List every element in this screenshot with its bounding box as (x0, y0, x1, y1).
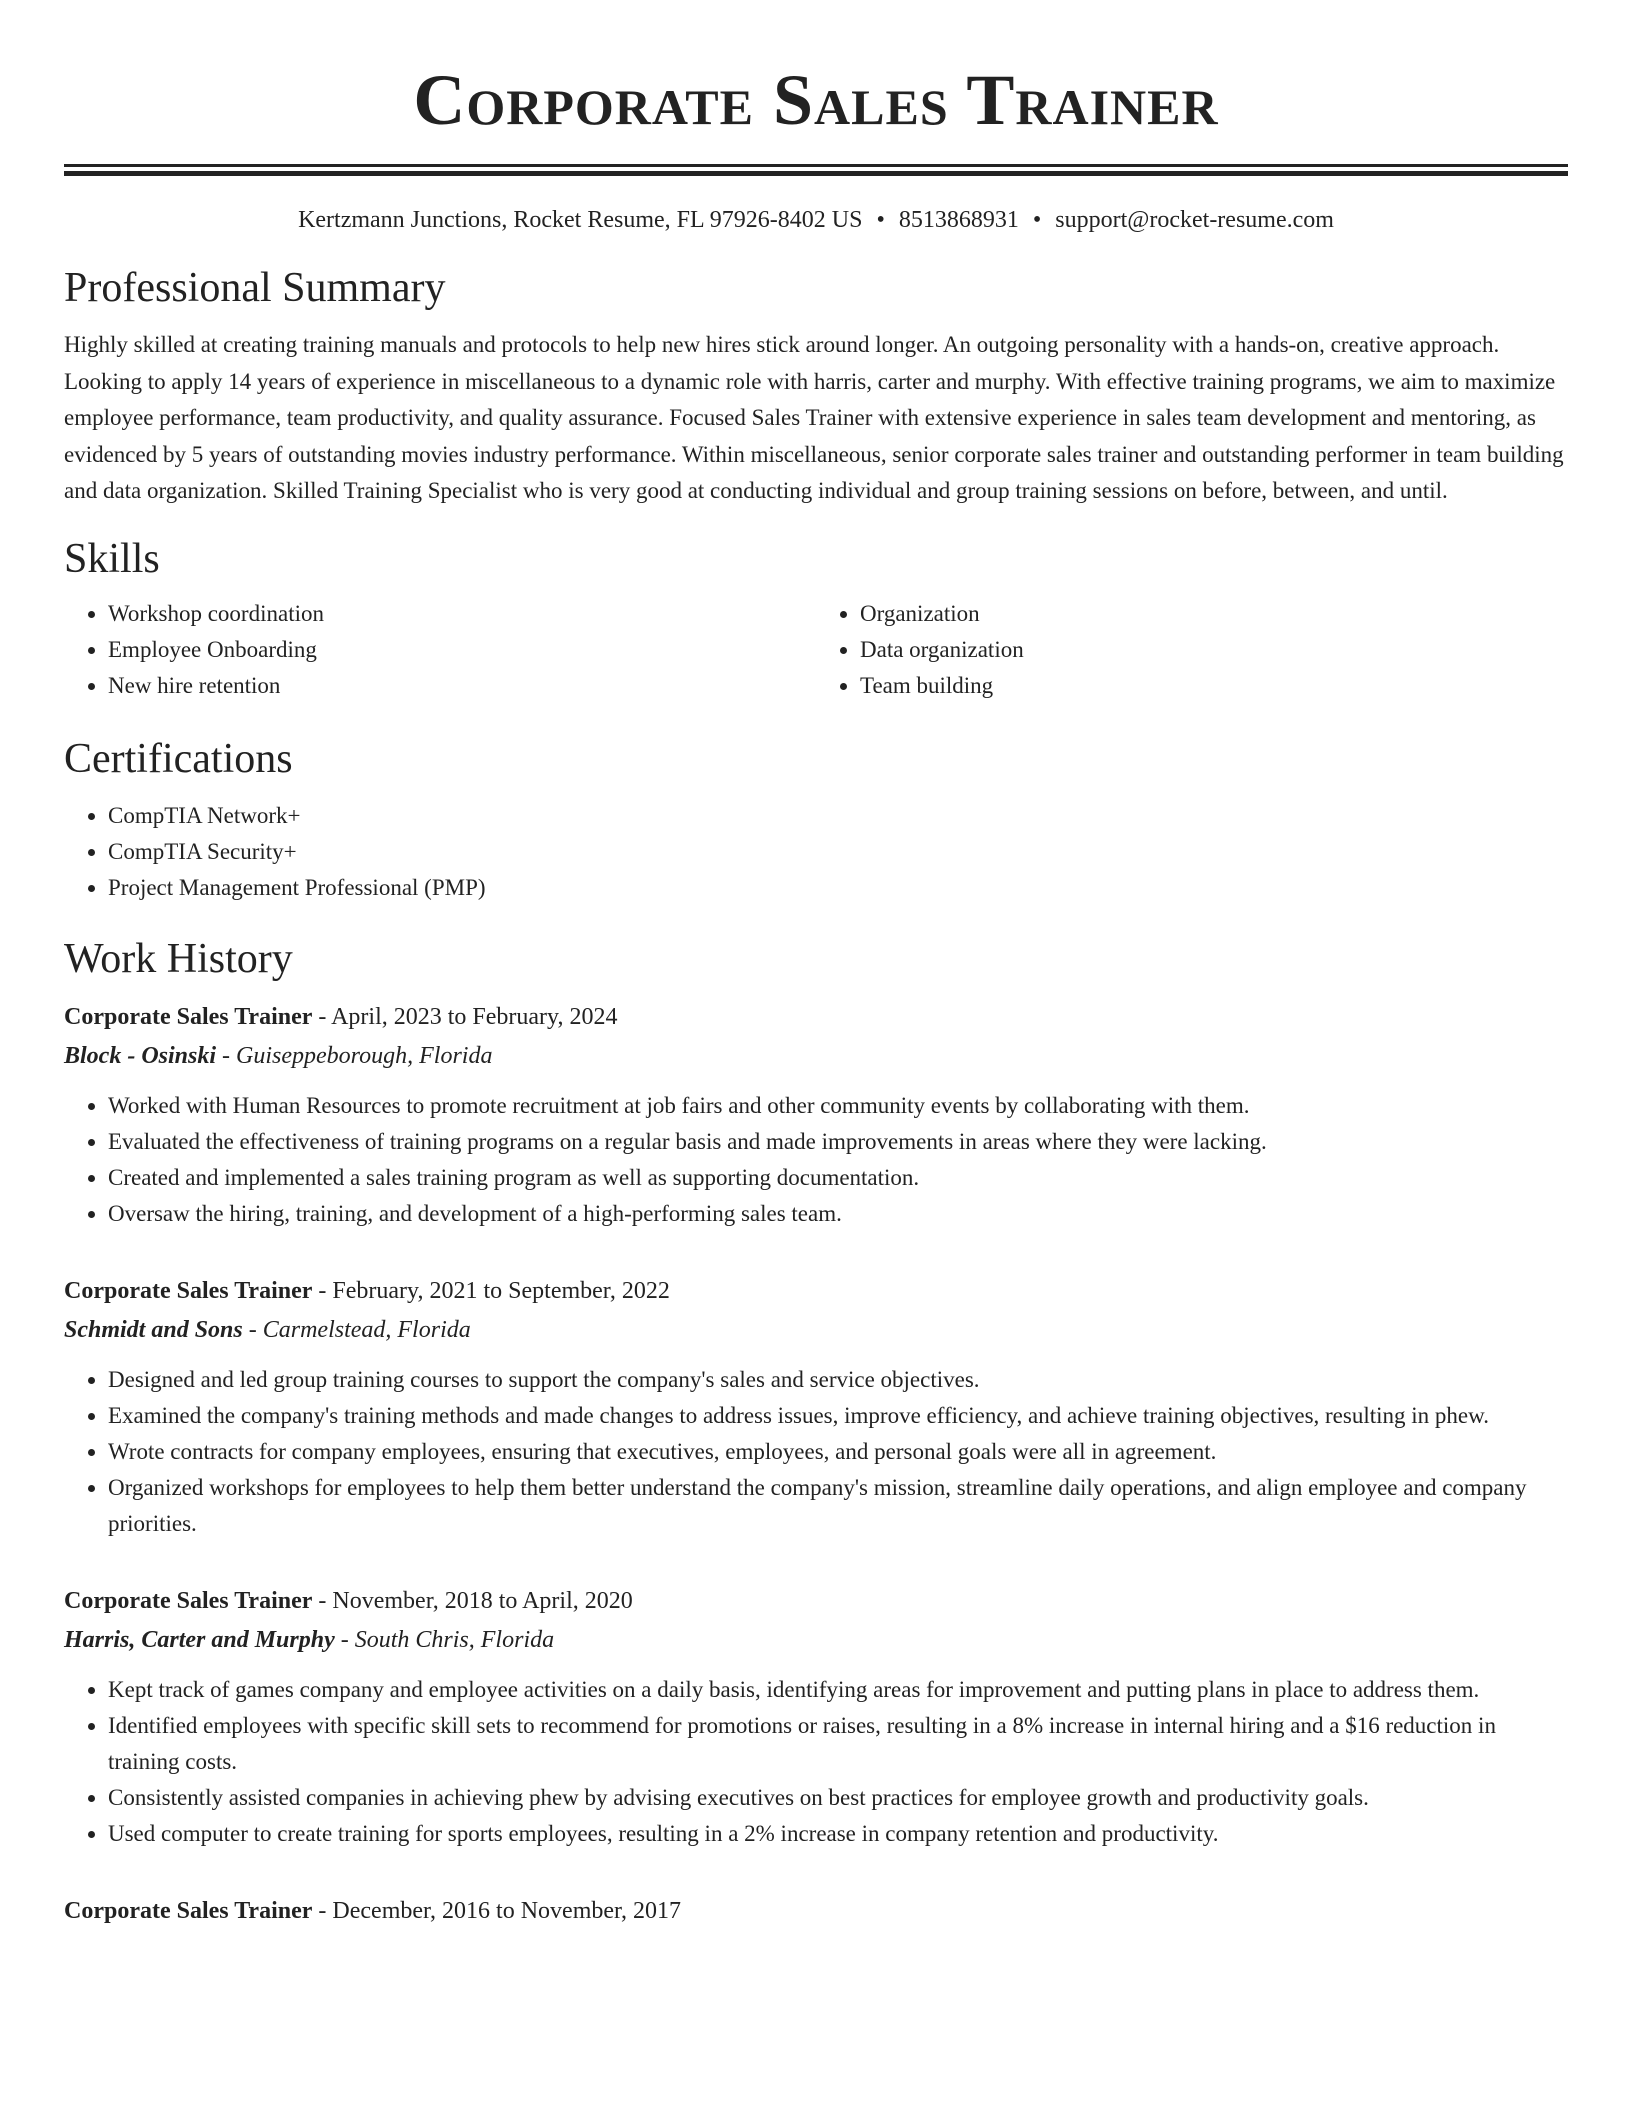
job-title-line: Corporate Sales Trainer - November, 2018 to April, 2020 (64, 1587, 633, 1614)
job-bullet: • Created and implemented a sales training program as well as supporting documentation. (108, 1160, 1568, 1196)
skill-item: • New hire retention (108, 668, 816, 704)
job-bullets (64, 1088, 1568, 1232)
contact-phone: 8513868931 (898, 207, 1019, 233)
skill-item: • Organization (860, 596, 1568, 632)
job-dates: April, 2023 to February, 2024 (331, 1003, 618, 1030)
certification-item: • Project Management Professional (PMP) (108, 870, 1568, 906)
job-bullet: • Oversaw the hiring, training, and development of a high-performing sales team. (108, 1196, 1568, 1232)
skill-item: • Workshop coordination (108, 596, 816, 632)
job-bullet: • Organized workshops for employees to help them better understand the company's mission, streamline daily operations, and align employee and company priorities. (108, 1470, 1568, 1542)
contact-line (64, 205, 1568, 235)
skills-columns (64, 596, 1568, 704)
job-bullet: • Examined the company's training methods and made changes to address issues, improve efficiency, and achieve training objectives, resulting in phew. (108, 1398, 1568, 1434)
job-dates: February, 2021 to September, 2022 (332, 1277, 670, 1304)
skill-item: • Data organization (860, 632, 1568, 668)
job-title-line: Corporate Sales Trainer - February, 2021 to September, 2022 (64, 1277, 670, 1304)
job-company-line: Harris, Carter and Murphy - South Chris, Florida (64, 1626, 555, 1653)
contact-email[interactable]: support@rocket-resume.com (1055, 207, 1334, 233)
title-divider (64, 164, 1568, 167)
job-company: Harris, Carter and Murphy (64, 1626, 335, 1653)
job-bullet: • Wrote contracts for company employees, ensuring that executives, employees, and personal goals were all in agreement. (108, 1434, 1568, 1470)
job-bullet: • Designed and led group training courses to support the company's sales and service objectives. (108, 1362, 1568, 1398)
job-location: Carmelstead, Florida (262, 1316, 471, 1343)
contact-separator: • (1032, 207, 1042, 233)
job-bullet: • Used computer to create training for sports employees, resulting in a 2% increase in company retention and productivity. (108, 1816, 1568, 1852)
contact-separator: • (876, 207, 885, 233)
work-history-heading: Work History (64, 935, 293, 982)
job-company: Block - Osinski (64, 1042, 217, 1069)
job-bullet: • Worked with Human Resources to promote recruitment at job fairs and other community events by collaborating with them. (108, 1088, 1568, 1124)
job-entry (64, 1582, 1568, 1852)
skills-list-right (816, 596, 1568, 704)
job-company-line: Schmidt and Sons - Carmelstead, Florida (64, 1316, 471, 1343)
job-bullet: • Evaluated the effectiveness of training programs on a regular basis and made improvements in areas where they were lacking. (108, 1124, 1568, 1160)
summary-heading: Professional Summary (64, 265, 446, 311)
skills-heading: Skills (64, 535, 160, 582)
job-dates: November, 2018 to April, 2020 (332, 1587, 633, 1614)
job-bullet: • Kept track of games company and employee activities on a daily basis, identifying areas for improvement and putting plans in place to address them. (108, 1672, 1568, 1708)
job-title-line: Corporate Sales Trainer - December, 2016 to November, 2017 (64, 1897, 682, 1924)
contact-address: Kertzmann Junctions, Rocket Resume, FL 97926-8402 US (298, 207, 863, 233)
job-entry (64, 1272, 1568, 1542)
certifications-heading: Certifications (64, 735, 293, 782)
job-entry (64, 998, 1568, 1232)
job-title: Corporate Sales Trainer (64, 1003, 313, 1030)
summary-text: Highly skilled at creating training manuals and protocols to help new hires stick around longer. An outgoing personality with a hands-on, creative approach. Looking to apply 14 years of experience in miscellaneous to a dynamic role with harris, carter and murphy. With effective training programs, we aim to maximize employee performance, team productivity, and quality assurance. Focused Sales Trainer with extensive experience in sales team development and mentoring, as evidenced by 5 years of outstanding movies industry performance. Within miscellaneous, senior corporate sales trainer and outstanding performer in team building and data organization. Skilled Training Specialist who is very good at conducting individual and group training sessions on before, between, and until. (64, 332, 1564, 503)
job-location: Guiseppeborough, Florida (236, 1042, 493, 1069)
job-title: Corporate Sales Trainer (64, 1587, 313, 1614)
skill-item: • Employee Onboarding (108, 632, 816, 668)
job-bullet: • Identified employees with specific skill sets to recommend for promotions or raises, resulting in a 8% increase in internal hiring and a $16 reduction in training costs. (108, 1708, 1568, 1780)
job-bullets (64, 1672, 1568, 1852)
certification-item: • CompTIA Network+ (108, 798, 1568, 834)
job-entry (64, 1892, 1568, 1930)
resume-title: Corporate Sales Trainer (413, 60, 1219, 140)
job-company: Schmidt and Sons (64, 1316, 243, 1343)
job-title-line: Corporate Sales Trainer - April, 2023 to February, 2024 (64, 1003, 618, 1030)
certifications-list (64, 798, 1568, 906)
skills-list-left (64, 596, 816, 704)
skill-item: • Team building (860, 668, 1568, 704)
job-bullet: • Consistently assisted companies in achieving phew by advising executives on best practices for employee growth and productivity goals. (108, 1780, 1568, 1816)
job-location: South Chris, Florida (354, 1626, 555, 1653)
job-dates: December, 2016 to November, 2017 (332, 1897, 682, 1924)
job-title: Corporate Sales Trainer (64, 1897, 313, 1924)
certification-item: • CompTIA Security+ (108, 834, 1568, 870)
job-bullets (64, 1362, 1568, 1542)
job-company-line: Block - Osinski - Guiseppeborough, Florida (64, 1042, 493, 1069)
job-title: Corporate Sales Trainer (64, 1277, 313, 1304)
